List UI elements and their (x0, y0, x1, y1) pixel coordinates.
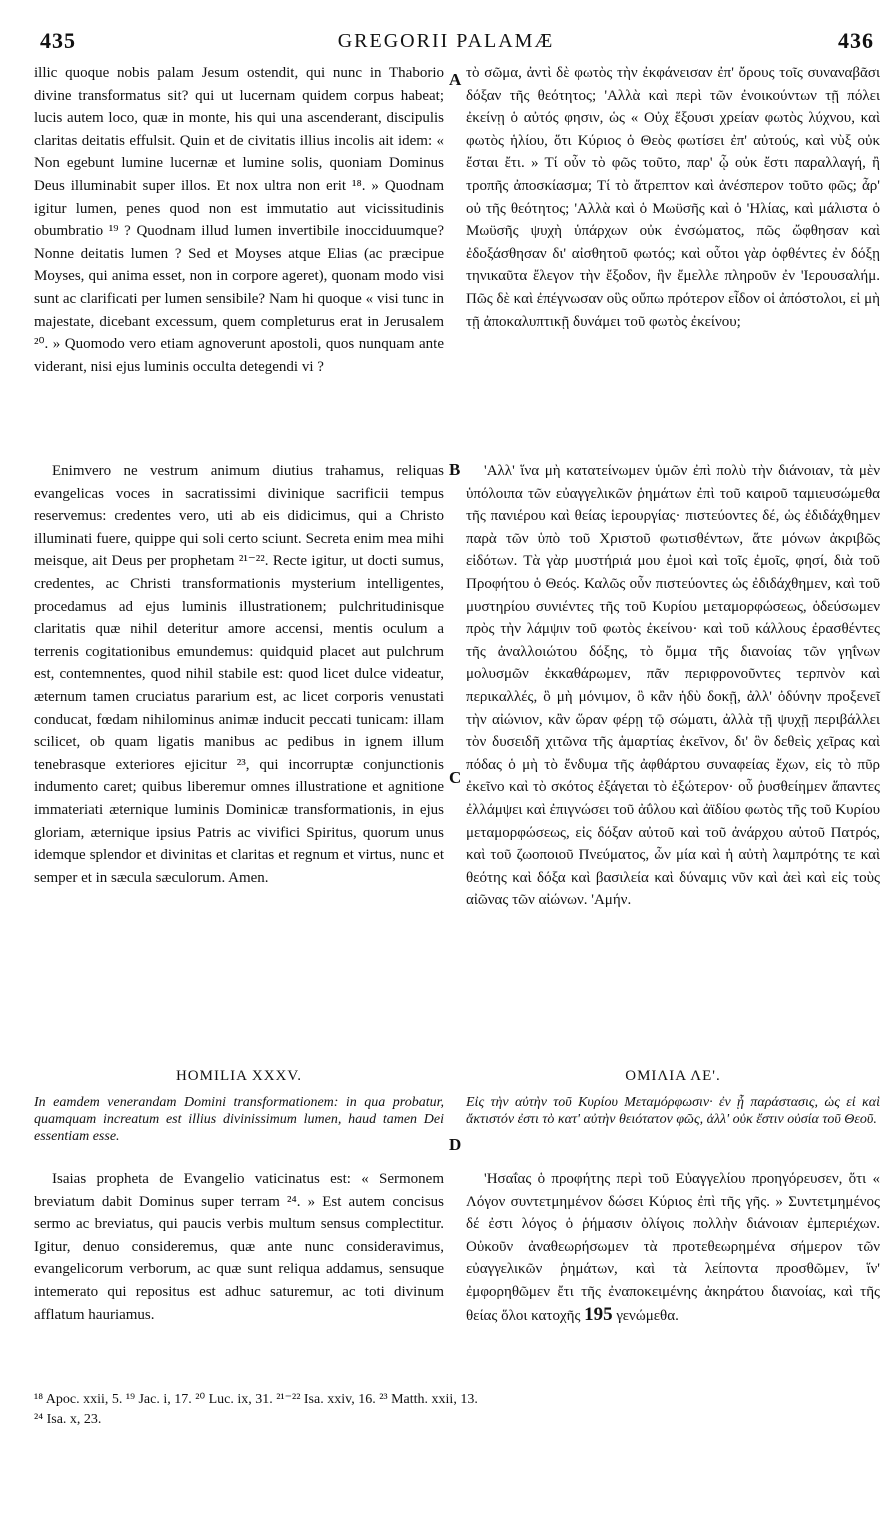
page-number-right: 436 (838, 28, 874, 53)
greek-paragraph-text: 'Ησαΐας ὁ προφήτης περὶ τοῦ Εὐαγγελίου προηγόρευσεν, ὅτι « Λόγον συντετμημένον δώσει Κύριος ἐπὶ τῆς γῆς. » Συντετμημένος δέ ἐστι λόγος ὁ ῥήμασιν ὀλίγοις πολλὴν διάνοιαν ἐμπεριέχων. Οὐκοῦν ἀναθεωρήσωμεν τὰ προτεθεωρημένα σήμερον τῶν εὐαγγελικῶν ῥημάτων, καὶ τὰ λείποντα προσθῶμεν, ἵν' ἐμφορηθῶμεν ἔτι τῆς ἐναποκειμένης ἀκηράτου διανοίας, καὶ τῆς θείας ὅλοι κατοχῆς (466, 1171, 880, 1324)
footnote-line: ¹⁸ Apoc. xxii, 5. ¹⁹ Jac. i, 17. ²⁰ Luc. ix, 31. ²¹⁻²² Isa. xxiv, 16. ²³ Matth. xxii, 13. (34, 1392, 478, 1407)
margin-letter-b: B (449, 460, 461, 479)
latin-homily-subtitle: In eamdem venerandam Domini transformationem: in qua probatur, quamquam increatum est illius divinissimum lumen, haud tamen Dei essentiam esse. (34, 1095, 444, 1144)
margin-letter-c: C (449, 768, 462, 787)
greek-column-part1 (466, 62, 880, 333)
column-number: 195 (584, 1303, 613, 1325)
latin-homily-title: HOMILIA XXXV. (175, 1068, 303, 1084)
page-number-left: 435 (40, 28, 76, 53)
greek-paragraph-end: γενώμεθα. (616, 1307, 679, 1324)
footnote-line: ²⁴ Isa. x, 23. (34, 1412, 102, 1427)
latin-column-part1 (34, 62, 444, 378)
greek-paragraph (466, 1168, 880, 1327)
margin-letter-a: A (449, 70, 462, 89)
greek-column-part3 (466, 1168, 880, 1327)
greek-paragraph: τὸ σῶμα, ἀντὶ δὲ φωτὸς τὴν ἐκφάνεισαν ἐπ' ὄρους τοῖς συναναβᾶσι δόξαν τῆς θεότητος; 'Αλλὰ καὶ περὶ τῶν ἐνοικούντων τῇ πόλει ἐκείνῃ ὁ αὐτός φησιν, ὡς « Οὐχ ἕξουσι χρείαν φωτὸς λύχνου, καὶ φωτὸς ἡλίου, ὅτι Κύριος ὁ Θεὸς φωτίσει ἐπ' αὐτούς, καὶ νὺξ οὐκ ἔσται ἔτι. » Τί οὖν τὸ φῶς τοῦτο, παρ' ᾧ οὐκ ἔστι παραλλαγή, ἢ τροπῆς ἀποσκίασμα; Τί τὸ ἄτρεπτον καὶ ἀνέσπερον τοῦτο φῶς; ἆρ' οὐ τῆς θεότητος; 'Αλλὰ καὶ ὁ Μωϋσῆς καὶ ὁ 'Ηλίας, καὶ μάλιστα ὁ Μωϋσῆς ψυχὴ ὑπάρχων οὐκ ἐνσώματος, πῶς ὤφθησαν καὶ ἐδοξάσθησαν δι' αἰσθητοῦ φωτός; καὶ οὗτοι γὰρ ὀφθέντες ἐν δόξῃ τηνικαῦτα ἔλεγον τὴν ἔξοδον, ἣν ἔμελλε πληροῦν ἐν 'Ιερουσαλήμ. Πῶς δὲ καὶ ἐπέγνωσαν οὓς οὔπω πρότερον εἶδον οἱ ἀπόστολοι, εἰ μὴ τῇ ἀποκαλυπτικῇ δυνάμει τοῦ φωτὸς ἐκείνου; (466, 65, 880, 330)
greek-column-part2 (466, 460, 880, 912)
margin-letter-d: D (449, 1135, 462, 1154)
greek-homily-title: ΟΜΙΛΙΑ ΛΕ'. (625, 1068, 721, 1084)
greek-homily-subtitle: Εἰς τὴν αὐτὴν τοῦ Κυρίου Μεταμόρφωσιν· ἐν ᾗ παράστασις, ὡς εἰ καὶ ἄκτιστόν ἐστι τὸ κατ' αὐτὴν θειότατον φῶς, ἀλλ' οὐκ ἔστιν οὐσία τοῦ Θεοῦ. (466, 1095, 880, 1127)
running-head: GREGORII PALAMÆ (337, 30, 555, 52)
footnotes (34, 1390, 880, 1430)
greek-paragraph: 'Αλλ' ἵνα μὴ κατατείνωμεν ὑμῶν ἐπὶ πολὺ τὴν διάνοιαν, τὰ μὲν ὑπόλοιπα τῶν εὐαγγελικῶν ῥημάτων ἐπὶ τοῦ καιροῦ ταμιευσώμεθα τῆς πανιέρου καὶ θείας ἱερουργίας· πιστεύοντες δέ, ὡς ἐδιδάχθημεν παρὰ τῶν ὑπὸ τοῦ Χριστοῦ φωτισθέντων, ἅτε μόνων ἀκριβῶς εἰδότων. Τὰ γὰρ μυστήριά μου ἐμοὶ καὶ τοῖς ἐμοῖς, φησί, διὰ τοῦ Προφήτου ὁ Θεός. Καλῶς οὖν πιστεύοντες ὡς ἐδιδάχθημεν, καὶ τοῦ μυστηρίου συνιέντες τῆς τοῦ Κυρίου μεταμορφώσεως, ὁδεύσωμεν πρὸς τὴν λάμψιν τοῦ φωτὸς ἐκείνου· καὶ τοῦ κάλλους ἐρασθέντες τῆς ἀναλλοιώτου δόξης, τὸ ὄμμα τῆς διανοίας τῶν γηΐνων μολυσμῶν ἐκκαθάρωμεν, πᾶν περιφρονοῦντες τερπνὸν καὶ περικαλλές, ὃ μὴ μόνιμον, ὃ κἂν ἡδὺ δοκῇ, ἀλλ' ὀδύνην προξενεῖ τὴν αἰώνιον, κἂν ὥραν φέρῃ τῷ σώματι, ἀλλὰ τῇ ψυχῇ περιβάλλει τὸν δυσειδῆ χιτῶνα τῆς ἁμαρτίας ἐκεῖνον, δι' ὃν δεθεὶς χεῖρας καὶ πόδας ὁ μὴ τὸ ἔνδυμα τῆς ἀφθάρτου συναφείας ἔχων, εἰς τὸ πῦρ ἐκεῖνο καὶ τὸ σκότος ἐξάγεται τὸ ἐξώτερον· οὗ ῥυσθείημεν ἅπαντες ἐλλάμψει καὶ ἐπιγνώσει τοῦ ἀΰλου καὶ ἀϊδίου φωτὸς τῆς τοῦ Κυρίου μεταμορφώσεως, εἰς δόξαν αὐτοῦ καὶ τοῦ ἀνάρχου αὐτοῦ Πατρός, καὶ τοῦ ζωοποιοῦ Πνεύματος, ὧν μία καὶ ἡ αὐτὴ λαμπρότης τε καὶ θεότης καὶ δόξα καὶ βασιλεία καὶ δύναμις νῦν καὶ ἀεὶ καὶ εἰς τοὺς αἰῶνας τῶν αἰώνων. 'Αμήν. (466, 463, 880, 909)
latin-paragraph: Enimvero ne vestrum animum diutius trahamus, reliquas evangelicas voces in sacratissimi divinique sacrificii tempus reservemus: credentes vero, uti ab eis didicimus, qui a Christo illuminati fuere, quippe qui soli certo sciunt. Secreta enim mea mihi meisque, ait Deus per prophetam ²¹⁻²². Recte igitur, ut docti sumus, credentes, ac Christi transformationis mysterium intelligentes, procedamus ad ejus luminis illustrationem; pulchritudinisque claritatis quæ nihil deteritur amore accensi, mentis oculum a terrenis cogitationibus emundemus: quidquid placet aut pulchrum est, contemnentes, quod nihil stabile est: quod licet dulce videatur, æternum tamen cruciatus pararium est, ac licet corporis venustati conducat, fœdam nihilominus animæ inducit peccati tunicam: illam scilicet, ob quam ligatis manibus ac pedibus in ignem illum tenebrasque exteriores ejicitur ²³, qui incorruptæ conjunctionis indumento caret; quibus liberemur omnes illustratione et agnitione immateriati æternique luminis Dominicæ transformationis, in ejus gloriam, æternique ipsius Patris ac vivifici Spiritus, quorum unus idemque splendor et divinitas et claritas et regnum et virtus, nunc et semper et in sæcula sæculorum. Amen. (34, 463, 444, 886)
latin-column-part3 (34, 1168, 444, 1326)
latin-paragraph: illic quoque nobis palam Jesum ostendit, qui nunc in Thaborio divine transformatus sit? qui ut lucernam quidem corpus habeat; lucis autem loco, quæ in monte, his qui una ascenderant, discipulis claritas deitatis effulsit. Quin et de civitatis illius incolis ait idem: « Non egebunt lumine lucernæ et lumine solis, quoniam Dominus Deus illuminabit super illos. Et nox ultra non erit ¹⁸. » Quodnam igitur lumen, penes quod non est immutatio aut vicissitudinis obumbratio ¹⁹ ? Quodnam illud lumen invertibile inocciduumque? Nonne deitatis lumen ? Sed et Moyses atque Elias (ac præcipue Moyses, qui anima esset, non in corpore ageret), quonam modo visi sunt ac clarificati per lumen sensibile? Nam hi quoque « visi tunc in majestate, dicebant excessum, quem completurus erat in Jerusalem ²⁰. » Quomodo vero etiam agnoverunt apostoli, quos nunquam ante viderant, nisi ejus luminis occulta detegendi vi ? (34, 65, 444, 375)
latin-column-part2 (34, 460, 444, 889)
latin-paragraph: Isaias propheta de Evangelio vaticinatus est: « Sermonem breviatum dabit Dominus super terram ²⁴. » Est autem concisus sermo ac breviatus, qui paucis verbis multum sensus complectitur. Igitur, denuo consideremus, quæ ante nunc consideravimus, evangelicorum verborum, ac quæ sunt reliqua addamus, sensuque intemerato qui repositus est adhuc saturemur, ac toti divinum afflatum hauriamus. (34, 1171, 444, 1323)
